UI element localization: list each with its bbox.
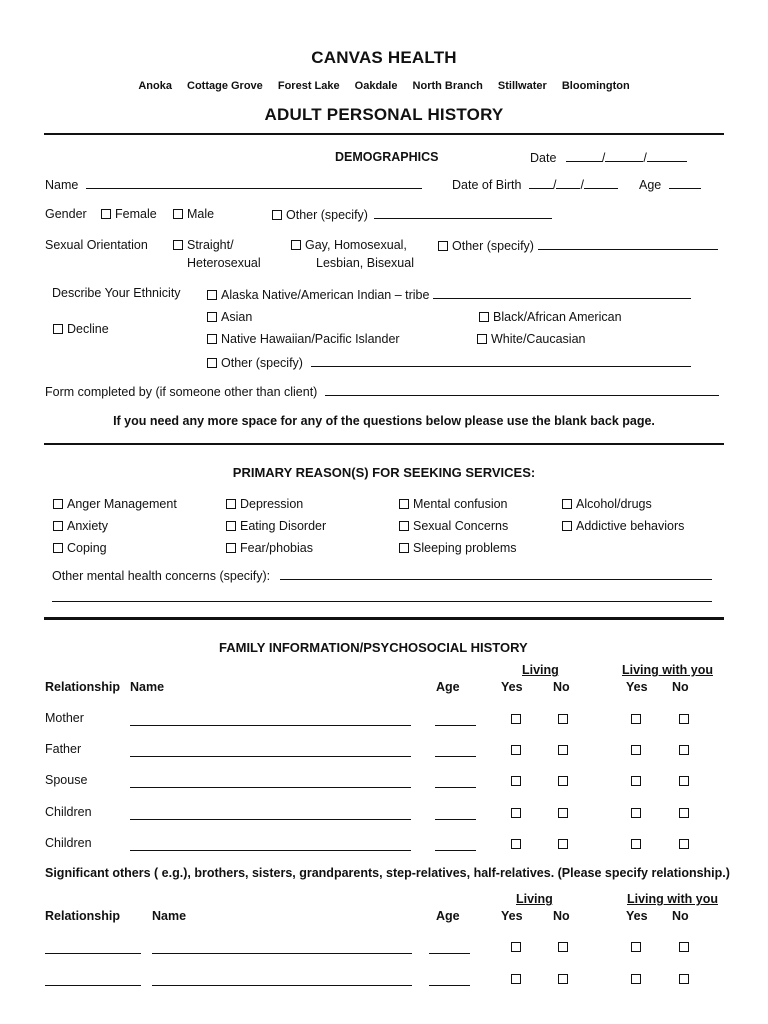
relationship-line[interactable] bbox=[45, 953, 141, 954]
relationship-header: Relationship bbox=[45, 680, 121, 694]
living-yes-checkbox[interactable] bbox=[511, 974, 521, 984]
location: Oakdale bbox=[354, 80, 398, 92]
age-line[interactable] bbox=[435, 819, 476, 820]
dob-label: Date of Birth bbox=[452, 178, 522, 192]
family-heading: FAMILY INFORMATION/PSYCHOSOCIAL HISTORY bbox=[219, 640, 528, 655]
checkbox[interactable] bbox=[53, 521, 63, 531]
living-yes-checkbox[interactable] bbox=[511, 745, 521, 755]
option-label: Alaska Native/American Indian – tribe bbox=[221, 288, 430, 302]
checkbox[interactable] bbox=[226, 543, 236, 553]
option-label: Anxiety bbox=[67, 519, 108, 533]
demographics-heading: DEMOGRAPHICS bbox=[335, 150, 439, 164]
divider bbox=[44, 617, 724, 620]
age-line[interactable] bbox=[429, 953, 470, 954]
org-name: CANVAS HEALTH bbox=[311, 48, 457, 67]
reason-coping-option[interactable] bbox=[53, 541, 107, 555]
with-you-yes-checkbox[interactable] bbox=[631, 839, 641, 849]
ethnicity-white-option[interactable] bbox=[477, 332, 586, 346]
option-label: Depression bbox=[240, 497, 304, 511]
living-yes-checkbox[interactable] bbox=[511, 776, 521, 786]
checkbox[interactable] bbox=[226, 499, 236, 509]
ethnicity-label: Describe Your Ethnicity bbox=[52, 286, 181, 300]
reason-fear-option[interactable] bbox=[226, 541, 313, 555]
checkbox[interactable] bbox=[399, 521, 409, 531]
living-header-2: Living bbox=[516, 892, 553, 906]
with-you-no-header-2: No bbox=[672, 909, 689, 923]
checkbox[interactable] bbox=[272, 210, 282, 220]
with-you-yes-header-2: Yes bbox=[626, 909, 648, 923]
with-you-yes-header: Yes bbox=[626, 680, 648, 694]
living-yes-checkbox[interactable] bbox=[511, 714, 521, 724]
checkbox[interactable] bbox=[562, 521, 572, 531]
option-label: Female bbox=[115, 207, 157, 221]
relationship-spouse: Spouse bbox=[45, 773, 88, 787]
option-label: Straight/ bbox=[187, 238, 234, 252]
living-no-checkbox[interactable] bbox=[558, 839, 568, 849]
location: Forest Lake bbox=[277, 80, 340, 92]
option-label: Addictive behaviors bbox=[576, 519, 685, 533]
option-label: Sexual Concerns bbox=[413, 519, 509, 533]
name-line[interactable] bbox=[130, 850, 411, 851]
living-no-checkbox[interactable] bbox=[558, 745, 568, 755]
name-label: Name bbox=[45, 178, 79, 192]
ethnicity-hawaiian-option[interactable] bbox=[207, 332, 400, 346]
divider bbox=[44, 443, 724, 445]
other-concerns-label: Other mental health concerns (specify): bbox=[52, 569, 271, 583]
orientation-gay-option[interactable] bbox=[291, 238, 407, 252]
age-line[interactable] bbox=[435, 787, 476, 788]
gender-female-option[interactable] bbox=[101, 207, 157, 221]
checkbox[interactable] bbox=[207, 290, 217, 300]
living-yes-header: Yes bbox=[501, 680, 523, 694]
space-note: If you need any more space for any of the questions below please use the blank back page. bbox=[113, 414, 655, 428]
option-label: Asian bbox=[221, 310, 253, 324]
divider bbox=[44, 133, 724, 135]
option-label: Mental confusion bbox=[413, 497, 508, 511]
with-you-no-checkbox[interactable] bbox=[679, 974, 689, 984]
option-label-cont: Heterosexual bbox=[187, 256, 261, 270]
completed-by-label: Form completed by (if someone other than client) bbox=[45, 385, 318, 399]
option-label: Coping bbox=[67, 541, 107, 555]
age-line[interactable] bbox=[429, 985, 470, 986]
orientation-other-option[interactable] bbox=[438, 238, 718, 253]
name-header-2: Name bbox=[152, 909, 187, 923]
living-no-header-2: No bbox=[553, 909, 570, 923]
reason-anxiety-option[interactable] bbox=[53, 519, 108, 533]
reason-alcohol-option[interactable] bbox=[562, 497, 652, 511]
location: Bloomington bbox=[561, 80, 630, 92]
living-yes-header-2: Yes bbox=[501, 909, 523, 923]
checkbox[interactable] bbox=[477, 334, 487, 344]
living-with-you-header: Living with you bbox=[622, 663, 713, 677]
reason-addictive-option[interactable] bbox=[562, 519, 684, 533]
relationship-header-2: Relationship bbox=[45, 909, 121, 923]
name-header: Name bbox=[130, 680, 165, 694]
living-yes-checkbox[interactable] bbox=[511, 808, 521, 818]
checkbox[interactable] bbox=[207, 334, 217, 344]
option-label: Other (specify) bbox=[286, 208, 368, 222]
with-you-yes-checkbox[interactable] bbox=[631, 776, 641, 786]
name-line[interactable] bbox=[130, 725, 411, 726]
living-no-header: No bbox=[553, 680, 570, 694]
location-list bbox=[0, 80, 768, 92]
significant-others-note: Significant others ( e.g.), brothers, sisters, grandparents, step-relatives, half-relatives. (Please specify relationship.) bbox=[45, 866, 730, 880]
option-label: Sleeping problems bbox=[413, 541, 517, 555]
checkbox[interactable] bbox=[173, 209, 183, 219]
with-you-no-checkbox[interactable] bbox=[679, 776, 689, 786]
checkbox[interactable] bbox=[438, 241, 448, 251]
with-you-yes-checkbox[interactable] bbox=[631, 745, 641, 755]
age-line[interactable] bbox=[435, 756, 476, 757]
option-label: Native Hawaiian/Pacific Islander bbox=[221, 332, 400, 346]
living-no-checkbox[interactable] bbox=[558, 974, 568, 984]
with-you-no-header: No bbox=[672, 680, 689, 694]
relationship-children: Children bbox=[45, 836, 92, 850]
checkbox[interactable] bbox=[399, 499, 409, 509]
with-you-no-checkbox[interactable] bbox=[679, 714, 689, 724]
checkbox[interactable] bbox=[207, 312, 217, 322]
option-label: Black/African American bbox=[493, 310, 622, 324]
living-no-checkbox[interactable] bbox=[558, 714, 568, 724]
option-label: Alcohol/drugs bbox=[576, 497, 652, 511]
option-label: Male bbox=[187, 207, 215, 221]
date-field[interactable]: Date / / bbox=[530, 150, 687, 165]
reason-sleeping-option[interactable] bbox=[399, 541, 517, 555]
reason-sexual-option[interactable] bbox=[399, 519, 508, 533]
checkbox[interactable] bbox=[399, 543, 409, 553]
gender-male-option[interactable] bbox=[173, 207, 214, 221]
location: Stillwater bbox=[497, 80, 547, 92]
relationship-line[interactable] bbox=[45, 985, 141, 986]
checkbox[interactable] bbox=[562, 499, 572, 509]
age-header-2: Age bbox=[436, 909, 460, 923]
with-you-no-checkbox[interactable] bbox=[679, 745, 689, 755]
dob-field[interactable]: Date of Birth / / bbox=[452, 177, 618, 192]
option-label-cont: Lesbian, Bisexual bbox=[316, 256, 414, 270]
date-label: Date bbox=[530, 151, 557, 165]
checkbox[interactable] bbox=[207, 358, 217, 368]
reason-eating-option[interactable] bbox=[226, 519, 326, 533]
option-label: Eating Disorder bbox=[240, 519, 327, 533]
checkbox[interactable] bbox=[53, 499, 63, 509]
checkbox[interactable] bbox=[53, 324, 63, 334]
checkbox[interactable] bbox=[479, 312, 489, 322]
living-no-checkbox[interactable] bbox=[558, 808, 568, 818]
name-line[interactable] bbox=[130, 787, 411, 788]
ethnicity-black-option[interactable] bbox=[479, 310, 622, 324]
age-label: Age bbox=[639, 178, 662, 192]
other-concerns-field[interactable] bbox=[52, 568, 712, 583]
with-you-yes-checkbox[interactable] bbox=[631, 942, 641, 952]
ethnicity-other-option[interactable] bbox=[207, 355, 691, 370]
checkbox[interactable] bbox=[53, 543, 63, 553]
checkbox[interactable] bbox=[226, 521, 236, 531]
living-yes-checkbox[interactable] bbox=[511, 942, 521, 952]
option-label: Decline bbox=[67, 322, 109, 336]
with-you-yes-checkbox[interactable] bbox=[631, 714, 641, 724]
gender-other-option[interactable] bbox=[272, 207, 552, 222]
reason-depression-option[interactable] bbox=[226, 497, 303, 511]
ethnicity-decline-option[interactable] bbox=[53, 322, 109, 336]
name-line[interactable] bbox=[152, 985, 412, 986]
option-label: Other (specify) bbox=[452, 239, 534, 253]
age-line[interactable] bbox=[435, 850, 476, 851]
checkbox[interactable] bbox=[291, 240, 301, 250]
option-label: Gay, Homosexual, bbox=[305, 238, 407, 252]
age-line[interactable] bbox=[435, 725, 476, 726]
option-label: Anger Management bbox=[67, 497, 177, 511]
name-line[interactable] bbox=[152, 953, 412, 954]
relationship-mother: Mother bbox=[45, 711, 84, 725]
option-label: Other (specify) bbox=[221, 356, 303, 370]
ethnicity-alaska-option[interactable] bbox=[207, 287, 691, 302]
age-field[interactable] bbox=[639, 177, 701, 192]
gender-label: Gender bbox=[45, 207, 87, 221]
relationship-children: Children bbox=[45, 805, 92, 819]
with-you-yes-checkbox[interactable] bbox=[631, 974, 641, 984]
reasons-heading: PRIMARY REASON(S) FOR SEEKING SERVICES: bbox=[232, 465, 536, 480]
orientation-straight-option[interactable] bbox=[173, 238, 234, 252]
completed-by-field[interactable] bbox=[45, 384, 719, 399]
ethnicity-asian-option[interactable] bbox=[207, 310, 252, 324]
with-you-no-checkbox[interactable] bbox=[679, 942, 689, 952]
with-you-yes-checkbox[interactable] bbox=[631, 808, 641, 818]
location: Cottage Grove bbox=[187, 80, 263, 92]
name-line[interactable] bbox=[130, 819, 411, 820]
location: North Branch bbox=[412, 80, 483, 92]
age-header: Age bbox=[436, 680, 460, 694]
checkbox[interactable] bbox=[173, 240, 183, 250]
location: Anoka bbox=[138, 80, 172, 92]
living-no-checkbox[interactable] bbox=[558, 776, 568, 786]
living-no-checkbox[interactable] bbox=[558, 942, 568, 952]
reason-confusion-option[interactable] bbox=[399, 497, 508, 511]
with-you-no-checkbox[interactable] bbox=[679, 808, 689, 818]
option-label: Fear/phobias bbox=[240, 541, 313, 555]
living-yes-checkbox[interactable] bbox=[511, 839, 521, 849]
name-field[interactable] bbox=[45, 177, 422, 192]
orientation-label: Sexual Orientation bbox=[45, 238, 148, 252]
option-label: White/Caucasian bbox=[491, 332, 586, 346]
with-you-no-checkbox[interactable] bbox=[679, 839, 689, 849]
checkbox[interactable] bbox=[101, 209, 111, 219]
other-concerns-line[interactable] bbox=[52, 590, 712, 602]
name-line[interactable] bbox=[130, 756, 411, 757]
living-with-you-header-2: Living with you bbox=[627, 892, 718, 906]
relationship-father: Father bbox=[45, 742, 82, 756]
living-header: Living bbox=[522, 663, 559, 677]
reason-anger-option[interactable] bbox=[53, 497, 177, 511]
form-title: ADULT PERSONAL HISTORY bbox=[264, 105, 504, 124]
